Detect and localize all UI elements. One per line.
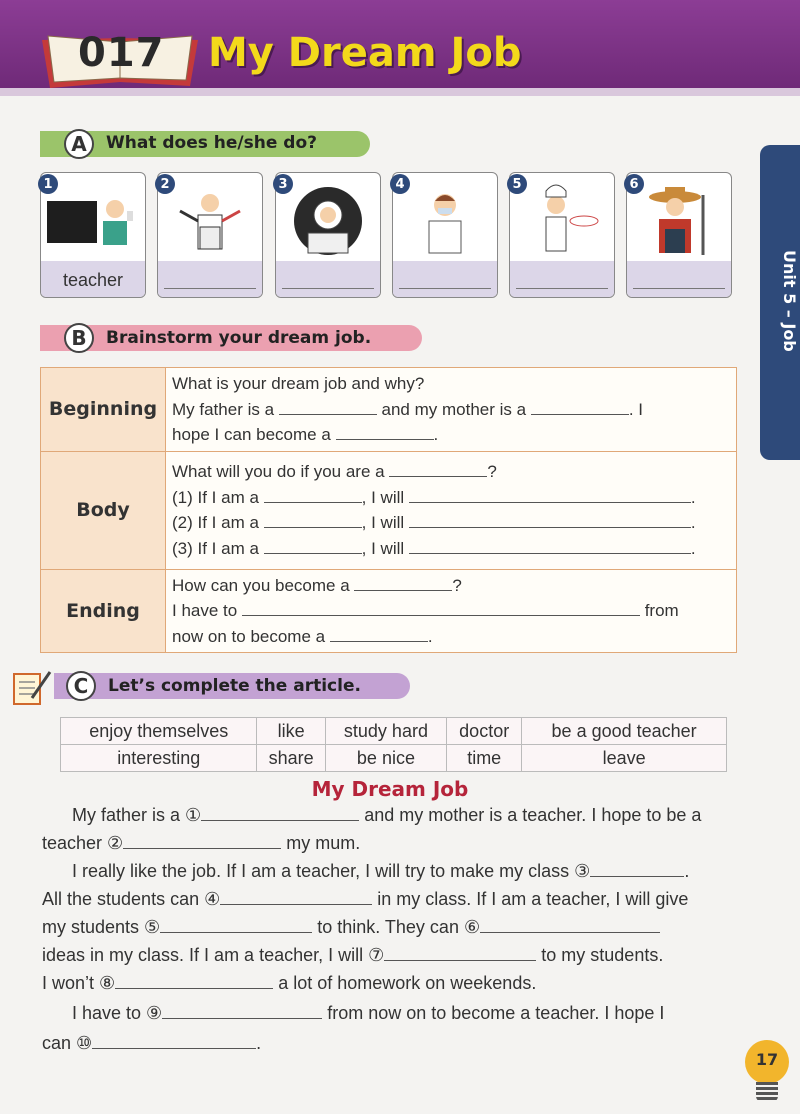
table-row [41, 368, 737, 452]
article-text: I won’t ⑧ [42, 973, 116, 993]
article-text: my students ⑤ [42, 917, 161, 937]
article-line [42, 969, 744, 997]
blank-line[interactable] [115, 971, 273, 989]
blank-line[interactable] [399, 288, 491, 289]
article-line [42, 885, 744, 913]
prompt-text: (2) If I am a [172, 513, 259, 532]
article-line [42, 1029, 744, 1057]
blank-line[interactable] [480, 915, 660, 933]
word-bank-cell: doctor [447, 718, 522, 745]
card-answer-area [510, 261, 614, 297]
article-line [42, 829, 744, 857]
article-text: ideas in my class. If I am a teacher, I will ⑦ [42, 945, 385, 965]
teacher-icon [43, 181, 143, 261]
card-number-badge: 2 [155, 174, 175, 194]
word-bank-cell: time [447, 745, 522, 772]
prompt-text: How can you become a [172, 575, 350, 595]
prompt-text: . [690, 487, 696, 507]
word-bank-cell: be nice [325, 745, 446, 772]
article-text: my mum. [286, 833, 361, 853]
page-title: My Dream Job [208, 30, 522, 76]
word-bank-cell: enjoy themselves [61, 718, 257, 745]
row-content-body [166, 451, 737, 569]
blank-line[interactable] [220, 887, 372, 905]
prompt-text: . [427, 626, 433, 646]
row-label-beginning: Beginning [41, 368, 166, 452]
article-text: teacher ② [42, 833, 124, 853]
blank-line[interactable] [633, 288, 725, 289]
prompt-text: . [433, 425, 439, 444]
prompt-text: and my mother is a [381, 399, 527, 419]
waiter-icon [160, 181, 260, 261]
row-label-body: Body [41, 451, 166, 569]
card-number-badge: 5 [507, 174, 527, 194]
card-answer-area [393, 261, 497, 297]
article-line [42, 913, 744, 941]
row-content-ending [166, 569, 737, 653]
card-answer-label: teacher [62, 270, 124, 290]
article-line [42, 999, 774, 1027]
article-text: can ⑩ [42, 1033, 93, 1053]
row-content-beginning [166, 368, 737, 452]
prompt-text: I have to [172, 601, 238, 620]
astronaut-icon [278, 181, 378, 261]
prompt-text: , I will [361, 513, 405, 532]
word-bank-cell: share [257, 745, 325, 772]
blank-line[interactable] [264, 536, 362, 554]
blank-line[interactable] [516, 288, 608, 289]
word-bank-cell: like [257, 718, 325, 745]
job-card [509, 172, 615, 298]
prompt-text: now on to become a [172, 626, 326, 646]
blank-line[interactable] [282, 288, 374, 289]
section-c-title: Let’s complete the article. [108, 676, 361, 696]
job-card [392, 172, 498, 298]
article-text: . [256, 1033, 262, 1053]
card-answer-area [158, 261, 262, 297]
page-number: 17 [755, 1050, 779, 1069]
prompt-text: What will you do if you are a [172, 462, 385, 481]
word-bank-cell: be a good teacher [522, 718, 727, 745]
article-line [42, 801, 774, 829]
prompt-text: hope I can become a [172, 425, 331, 444]
job-card [40, 172, 146, 298]
section-a-letter: A [64, 129, 94, 159]
blank-line[interactable] [590, 859, 684, 877]
blank-line[interactable] [201, 803, 359, 821]
article-text: I have to ⑨ [72, 1003, 163, 1023]
prompt-text: (1) If I am a [172, 487, 259, 507]
job-card [626, 172, 732, 298]
blank-line[interactable] [409, 536, 691, 554]
article-text: to my students. [541, 945, 664, 965]
article-text: . [684, 861, 690, 881]
prompt-text: (3) If I am a [172, 538, 259, 558]
article-line [42, 941, 744, 969]
word-bank-cell: leave [522, 745, 727, 772]
lesson-number: 017 [78, 30, 165, 76]
blank-line[interactable] [409, 510, 691, 528]
word-bank-table [60, 717, 727, 772]
prompt-text: . I [628, 399, 643, 419]
card-number-badge: 6 [624, 174, 644, 194]
blank-line[interactable] [264, 485, 362, 503]
blank-line[interactable] [92, 1031, 256, 1049]
writing-pad-icon [12, 668, 54, 706]
farmer-icon [629, 181, 729, 261]
card-answer-area [276, 261, 380, 297]
card-number-badge: 1 [38, 174, 58, 194]
word-bank-cell: study hard [325, 718, 446, 745]
blank-line[interactable] [242, 598, 640, 616]
blank-line[interactable] [389, 459, 487, 477]
bulb-base [756, 1082, 778, 1102]
card-answer-area [627, 261, 731, 297]
blank-line[interactable] [384, 943, 536, 961]
blank-line[interactable] [279, 397, 377, 415]
job-card [275, 172, 381, 298]
prompt-text: , I will [361, 538, 405, 558]
prompt-text: , I will [361, 487, 405, 507]
blank-line[interactable] [123, 831, 281, 849]
blank-line[interactable] [162, 1001, 322, 1019]
prompt-text: . [690, 513, 696, 532]
blank-line[interactable] [531, 397, 629, 415]
card-number-badge: 4 [390, 174, 410, 194]
prompt-text: from [644, 601, 679, 620]
prompt-text: . [690, 538, 696, 558]
prompt-text: ? [487, 462, 497, 481]
job-card [157, 172, 263, 298]
unit-side-tab-label: Unit 5 – Job [780, 250, 799, 352]
table-row [61, 745, 727, 772]
prompt-text: What is your dream job and why? [172, 374, 425, 393]
blank-line[interactable] [336, 422, 434, 440]
article-text: from now on to become a teacher. I hope I [327, 1003, 665, 1023]
chef-icon [512, 181, 612, 261]
prompt-text: ? [452, 575, 462, 595]
section-b-letter: B [64, 323, 94, 353]
article-line [42, 857, 774, 885]
section-a-title: What does he/she do? [106, 133, 318, 153]
card-number-badge: 3 [273, 174, 293, 194]
table-row [41, 569, 737, 653]
blank-line[interactable] [164, 288, 256, 289]
word-bank-cell: interesting [61, 745, 257, 772]
brainstorm-table [40, 367, 737, 653]
table-row [41, 451, 737, 569]
article-text: and my mother is a teacher. I hope to be a [364, 805, 702, 825]
article-text: to think. They can ⑥ [317, 917, 481, 937]
article-title: My Dream Job [311, 777, 469, 801]
article-text: My father is a ① [72, 805, 202, 825]
section-b-title: Brainstorm your dream job. [106, 328, 372, 348]
article-text: a lot of homework on weekends. [278, 973, 537, 993]
prompt-text: My father is a [172, 399, 275, 419]
blank-line[interactable] [409, 485, 691, 503]
blank-line[interactable] [354, 573, 452, 591]
section-c-letter: C [66, 671, 96, 701]
row-label-ending: Ending [41, 569, 166, 653]
blank-line[interactable] [330, 624, 428, 642]
table-row [61, 718, 727, 745]
blank-line[interactable] [264, 510, 362, 528]
article-text: in my class. If I am a teacher, I will give [377, 889, 689, 909]
doctor-icon [395, 181, 495, 261]
article-text: All the students can ④ [42, 889, 221, 909]
article-text: I really like the job. If I am a teacher, I will try to make my class ③ [72, 861, 591, 881]
blank-line[interactable] [160, 915, 312, 933]
